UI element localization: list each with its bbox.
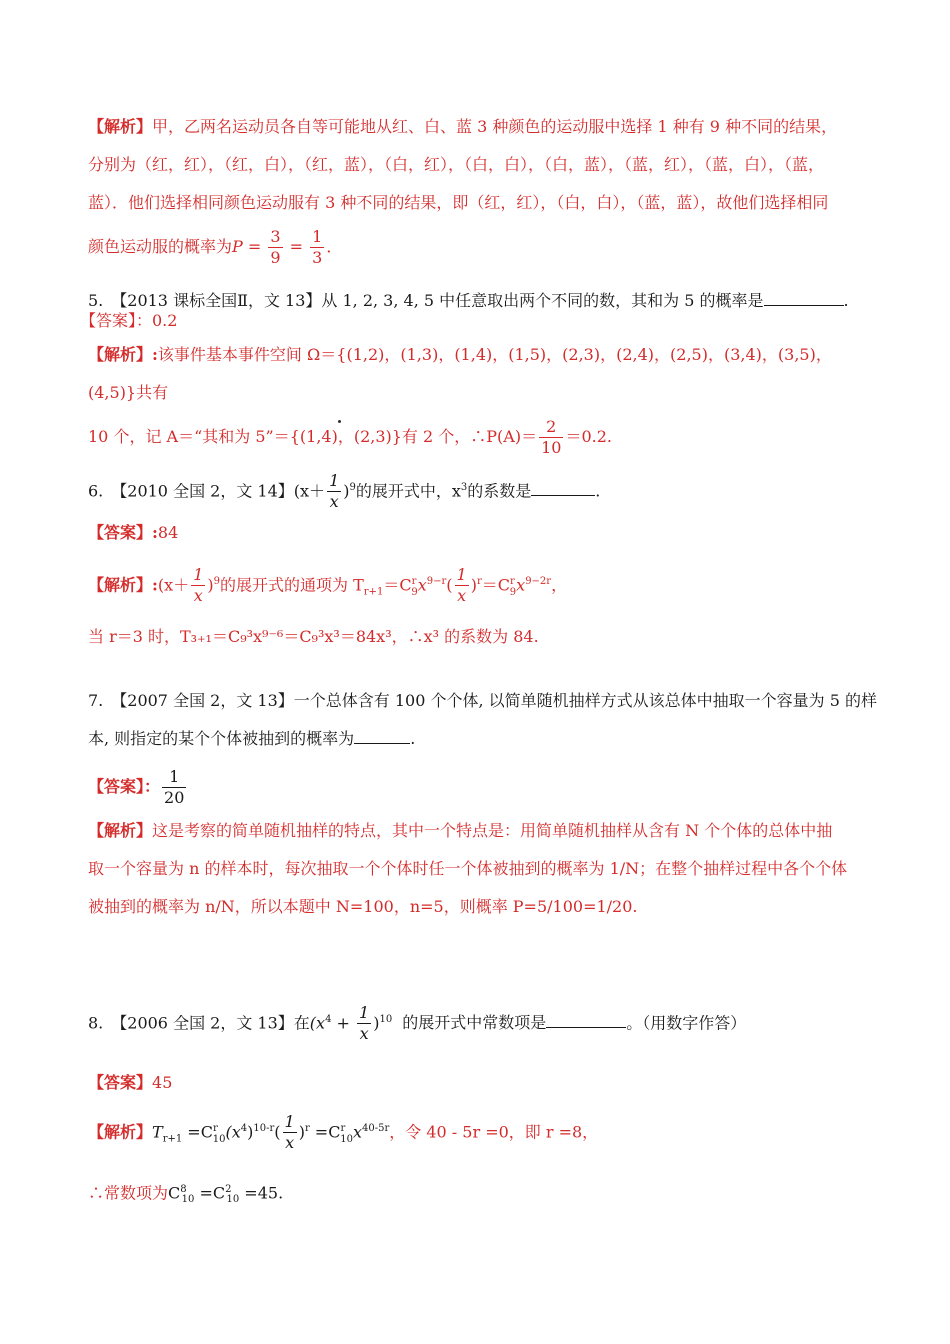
q8-fraction: [357, 1003, 371, 1044]
t: (: [446, 575, 453, 595]
subscript: 10: [340, 1133, 353, 1145]
subscript: r+1: [162, 1133, 183, 1145]
q8-analysis: [88, 1104, 878, 1225]
period: ．: [326, 237, 343, 256]
t: =45.: [239, 1182, 284, 1202]
superscript: r: [510, 576, 515, 587]
subscript: 9: [509, 586, 517, 598]
t: =C: [182, 1122, 213, 1142]
frac-den: x: [329, 492, 339, 512]
frac-num: 1: [359, 1003, 370, 1023]
answer-value: 45: [152, 1073, 173, 1092]
t: (x＋: [157, 575, 190, 595]
q5-analysis-text1: 该事件基本事件空间 Ω＝{(1,2)，(1,3)，(1,4)，(1,5)，(2,3)，(2,4)，(2,5)，(3,4)，(3,5)，(4,5)}共有: [88, 345, 832, 402]
superscript: 9−2r: [525, 576, 552, 587]
q5-analysis-line2: [88, 412, 878, 462]
t: ＝C: [383, 575, 412, 595]
t: (x: [225, 1122, 241, 1142]
superscript: 2: [225, 1183, 232, 1195]
q7-end: .: [410, 729, 416, 748]
q6-analysis-line1: [88, 558, 878, 617]
frac-den: 10: [541, 438, 562, 457]
frac-num: 1: [312, 227, 323, 246]
superscript: r: [340, 1123, 346, 1134]
frac-num: 1: [329, 471, 340, 491]
q8-end: 。（用数字作答）: [626, 1013, 747, 1033]
expr: (x: [309, 1013, 326, 1033]
t: T: [152, 1122, 163, 1142]
p4-fraction-2: [310, 227, 324, 268]
q7-text2: 本, 则指定的某个个体被抽到的概率为: [88, 729, 355, 748]
analysis-tag: 【解析】: [88, 117, 153, 136]
frac-num: 1: [284, 1112, 295, 1132]
frac-num: 3: [270, 227, 281, 246]
q8-analysis-line2: [88, 1165, 878, 1226]
q6-question: 6. 【2010 全国 2，文 14】(x＋ $\frac{1}{x}$ )$^9$的展开式中，$x^3$的系数是 .: [88, 471, 601, 512]
q6-fraction: [327, 471, 341, 512]
answer-blank: [546, 1011, 626, 1028]
q6-analysis-line2: 当 r＝3 时，T₃₊₁＝C₉³x⁹⁻⁶＝C₉³x³＝84x³，∴x³ 的系数为 84.: [88, 626, 539, 646]
superscript: r: [411, 576, 417, 587]
q7-analysis-line1: [88, 812, 878, 850]
exponent: 3: [460, 482, 468, 493]
t: ): [247, 1122, 254, 1142]
frac-num: 1: [162, 767, 186, 788]
answer-tag: 【答案】：: [88, 777, 161, 796]
subscript: r+1: [363, 586, 384, 598]
frac-num: 1: [456, 565, 467, 585]
p4-P: P =: [232, 237, 267, 256]
p4-text1: 甲，乙两名运动员各自等可能地从红、白、蓝 3 种颜色的运动服中选择 1 种有 9 种不同的结果，: [152, 117, 838, 136]
q8-text2: 的展开式中常数项是: [402, 1013, 547, 1033]
p4-analysis-line2: 分别为（红，红），（红，白），（红，蓝），（白，红），（白，白），（白，蓝），（蓝，红），（蓝，白），（蓝，: [88, 155, 825, 174]
t: ，令 40 - 5r =0，即 r =8，: [389, 1122, 599, 1142]
q7-analysis: [88, 812, 878, 926]
t: x: [352, 1122, 362, 1142]
q6-analysis: [88, 558, 878, 657]
superscript: r: [476, 576, 482, 587]
q8-analysis-line1: [88, 1104, 878, 1165]
q6-text3: 的系数是: [467, 481, 532, 501]
q7-question: [88, 682, 878, 758]
exponent: 9: [349, 482, 356, 493]
t: =C: [194, 1182, 226, 1202]
frac-den: 20: [164, 788, 185, 807]
q6-end: .: [595, 481, 601, 501]
answer-blank: [531, 479, 595, 496]
q6-text1: 6. 【2010 全国 2，文 14】(x＋: [88, 481, 326, 501]
fraction: [455, 565, 469, 606]
q7-analysis-line2: 取一个容量为 n 的样本时，每次抽取一个个体时任一个体被抽到的概率为 1/N；在整个抽样过程中各个个体: [88, 859, 848, 878]
q7-question-line1: 7. 【2007 全国 2，文 13】一个总体含有 100 个个体, 以简单随机抽样方式从该总体中抽取一个容量为 5 的样: [88, 691, 878, 710]
fraction: [191, 565, 205, 606]
q5-question-text: 5. 【2013 课标全国Ⅱ，文 13】从 1, 2, 3, 4, 5 中任意取出两个不同的数，其和为 5 的概率是: [88, 291, 764, 310]
t: ): [298, 1122, 305, 1142]
frac-den: 9: [270, 248, 281, 267]
q5-analysis-text3: ＝0.2.: [565, 427, 612, 446]
answer-value: 84: [157, 523, 179, 542]
q6-answer: [88, 514, 878, 552]
fraction: [283, 1112, 297, 1153]
p4-analysis: [88, 108, 878, 272]
t: (: [274, 1122, 281, 1142]
p4-text4: 颜色运动服的概率为: [88, 237, 233, 256]
q5-end: .: [843, 291, 849, 310]
frac-num: 1: [193, 565, 204, 585]
frac-den: x: [457, 586, 467, 606]
subscript: 10: [226, 1194, 240, 1206]
subscript: 10: [181, 1194, 195, 1206]
answer-blank: [354, 727, 410, 744]
q7-fraction: [162, 767, 186, 808]
superscript: 10-r: [253, 1123, 275, 1134]
superscript: 10: [379, 1014, 393, 1025]
stray-dot: [338, 420, 341, 423]
superscript: 40-5r: [362, 1123, 390, 1134]
superscript: r: [304, 1123, 310, 1134]
analysis-tag: 【解析】: [88, 1122, 153, 1142]
t: =C: [309, 1122, 341, 1142]
expr: +: [331, 1013, 356, 1033]
p4-fraction-1: [268, 227, 282, 268]
expr: ): [373, 1013, 380, 1033]
superscript: 4: [240, 1123, 248, 1134]
t: 的展开式的通项为 T: [220, 575, 364, 595]
t: x: [417, 575, 427, 595]
t: ，: [551, 575, 568, 595]
analysis-tag: 【解析】:: [88, 575, 158, 595]
answer-blank: [764, 289, 844, 306]
q5-analysis-text2: 10 个，记 A＝“其和为 5”＝{(1,4)，(2,3)}有 2 个，∴P(A)＝: [88, 427, 538, 446]
frac-den: x: [285, 1133, 295, 1153]
exponent: 9: [213, 576, 221, 587]
q5-analysis: [88, 336, 878, 462]
subscript: 10: [212, 1133, 226, 1145]
t: ): [470, 575, 477, 595]
answer-tag: 【答案】: [88, 1073, 153, 1092]
p4-analysis-line3: 蓝）．他们选择相同颜色运动服有 3 种不同的结果，即（红，红），（白，白），（蓝，蓝），故他们选择相同: [88, 193, 829, 212]
q6-text2: 的展开式中，x: [355, 481, 461, 501]
superscript: 8: [180, 1183, 187, 1195]
subscript: 9: [411, 586, 418, 598]
analysis-tag: 【解析】: [88, 821, 153, 840]
q7-question-line2: [88, 720, 878, 758]
t: x: [516, 575, 526, 595]
t: ): [207, 575, 214, 595]
p4-analysis-line1: [88, 108, 878, 146]
q8-question: [88, 992, 878, 1051]
q7-answer: [88, 762, 878, 812]
q5-analysis-line1: [88, 336, 878, 412]
analysis-tag: 【解析】:: [88, 345, 158, 364]
superscript: r: [212, 1123, 218, 1134]
frac-den: x: [359, 1024, 369, 1044]
q7-analysis-line3: 被抽到的概率为 n/N，所以本题中 N=100，n=5，则概率 P=5/100=1/20.: [88, 897, 638, 916]
q8-answer: [88, 1064, 878, 1102]
q5-answer: 【答案】：0.2: [80, 311, 178, 330]
p4-analysis-line4: [88, 222, 878, 272]
frac-den: 3: [312, 248, 323, 267]
t: ＝C: [481, 575, 510, 595]
t: C: [168, 1182, 181, 1202]
q5-fraction: [539, 417, 563, 458]
equals: =: [284, 237, 309, 256]
q7-analysis-text1: 这是考察的简单随机抽样的特点，其中一个特点是：用简单随机抽样从含有 N 个个体的总体中抽: [152, 821, 833, 840]
q8-text1: 8. 【2006 全国 2，文 13】在: [88, 1013, 310, 1033]
answer-tag: 【答案】:: [88, 523, 158, 542]
superscript: 9−r: [426, 576, 447, 587]
frac-num: 2: [539, 417, 563, 438]
superscript: 4: [325, 1014, 332, 1025]
t: ∴常数项为: [88, 1182, 169, 1202]
frac-den: x: [193, 586, 203, 606]
